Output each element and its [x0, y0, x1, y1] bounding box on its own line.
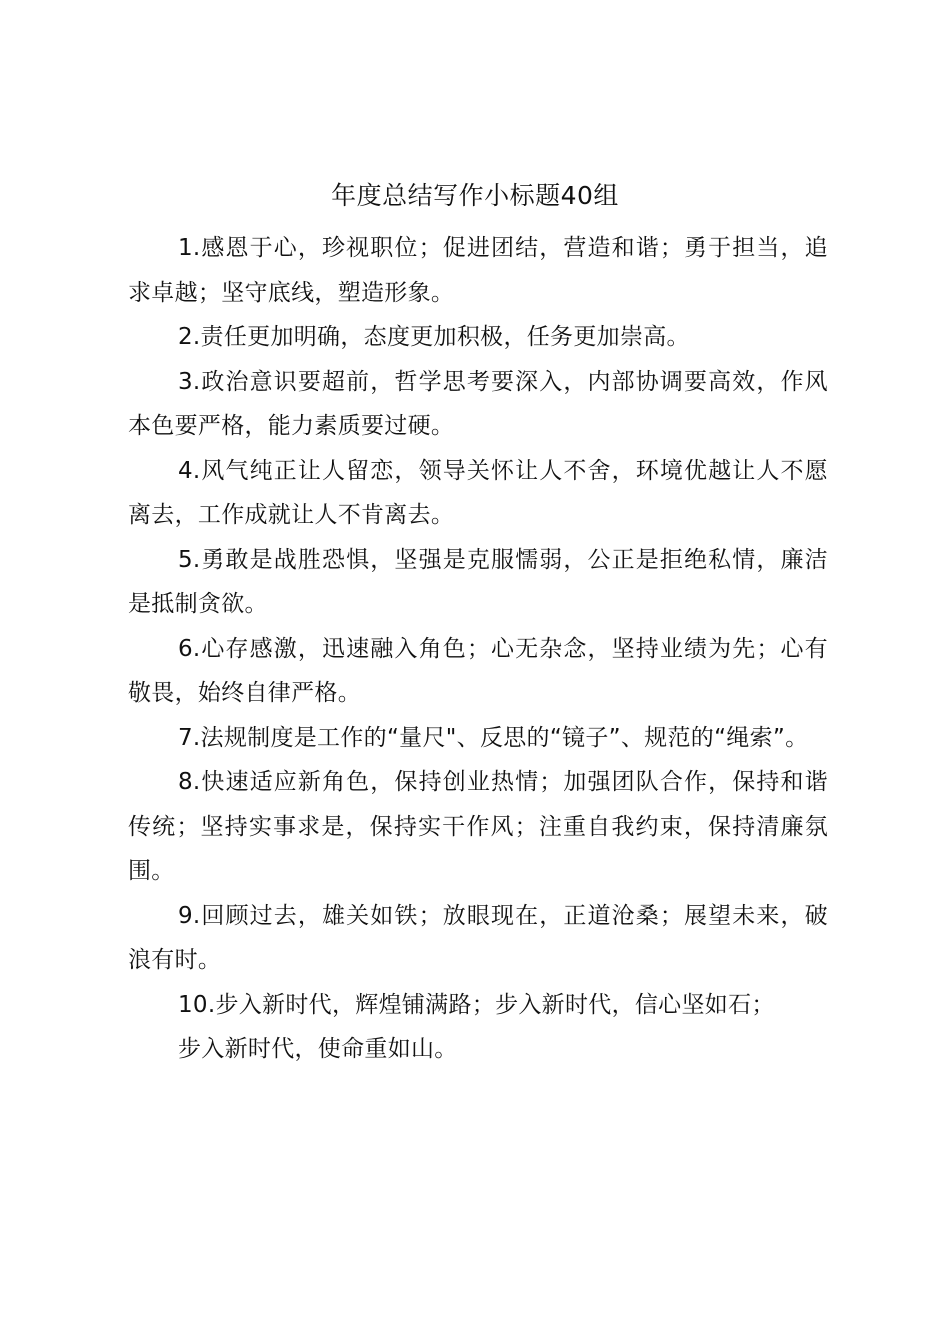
- paragraph-5: 5.勇敢是战胜恐惧，坚强是克服懦弱，公正是拒绝私情，廉洁是抵制贪欲。: [128, 546, 828, 617]
- paragraph-2: 2.责任更加明确，态度更加积极，任务更加崇高。: [178, 324, 690, 350]
- paragraph-3: 3.政治意识要超前，哲学思考要深入，内部协调要高效，作风本色要严格，能力素质要过硬。: [128, 368, 828, 439]
- paragraph-4: 4.风气纯正让人留恋，领导关怀让人不舍，环境优越让人不愿离去，工作成就让人不肯离去。: [128, 457, 828, 528]
- document-body: [128, 226, 828, 1072]
- paragraph-1: 1.感恩于心，珍视职位；促进团结，营造和谐；勇于担当，追求卓越；坚守底线，塑造形象。: [128, 235, 828, 306]
- paragraph-6: 6.心存感激，迅速融入角色；心无杂念，坚持业绩为先；心有敬畏，始终自律严格。: [128, 635, 828, 706]
- paragraph-9: 9.回顾过去，雄关如铁；放眼现在，正道沧桑；展望未来，破浪有时。: [128, 902, 828, 973]
- document-title: 年度总结写作小标题40组: [331, 181, 619, 210]
- paragraph-7: 7.法规制度是工作的“量尺"、反思的“镜子”、规范的“绳索”。: [178, 724, 809, 751]
- paragraph-10: 10.步入新时代，辉煌铺满路；步入新时代，信心坚如石；: [178, 991, 775, 1018]
- paragraph-8: 8.快速适应新角色，保持创业热情；加强团队合作，保持和谐传统；坚持实事求是，保持实干作风；注重自我约束，保持清廉氛围。: [128, 769, 828, 884]
- paragraph-10-continued: 步入新时代，使命重如山。: [178, 1036, 458, 1062]
